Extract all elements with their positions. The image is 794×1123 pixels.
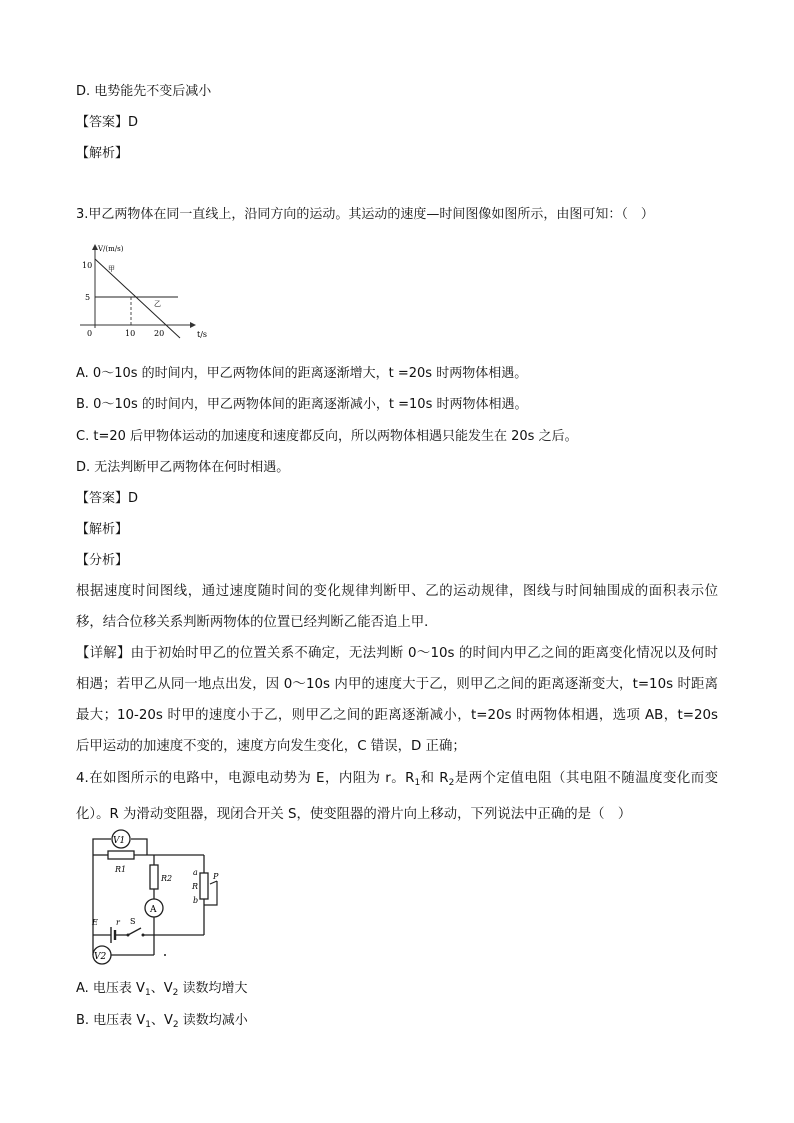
q4-option-b <box>76 1012 248 1034</box>
prev-analysis-label: 【解析】 <box>76 146 129 161</box>
q3-fenxi-label: 【分析】 <box>76 553 129 568</box>
q4-option-a-pre: A. 电压表 V <box>76 981 145 996</box>
q4-option-a <box>76 980 247 1002</box>
q4-stem-part1: 4.在如图所示的电路中，电源电动势为 E，内阻为 r。R <box>76 771 415 786</box>
x-axis-label: t/s <box>197 330 208 339</box>
x-tick-20: 20 <box>154 329 165 338</box>
q3-stem: 3.甲乙两物体在同一直线上，沿同方向的运动。其运动的速度—时间图像如图所示，由图可知：（ ） <box>76 207 654 222</box>
q3-velocity-time-graph <box>70 240 210 340</box>
q4-option-b-post: 读数均减小 <box>178 1013 248 1028</box>
svg-text:S: S <box>130 917 136 926</box>
xiangjie-label: 【详解】 <box>76 646 131 661</box>
q4-option-b-mid: 、V <box>150 1013 173 1028</box>
q4-option-b-pre: B. 电压表 V <box>76 1013 146 1028</box>
svg-text:r: r <box>116 918 120 927</box>
svg-text:V1: V1 <box>113 836 126 846</box>
q3-fenxi-text: 根据速度时间图线，通过速度随时间的变化规律判断甲、乙的运动规律，图线与时间轴围成的面积表示位移，结合位移关系判断两物体的位置已经判断乙能否追上甲． <box>76 584 718 630</box>
q4-stem-and: 和 R <box>420 771 449 786</box>
y-tick-5: 5 <box>85 293 91 302</box>
q4-option-b-sub1: 1 <box>145 1020 151 1030</box>
x-tick-10: 10 <box>125 329 136 338</box>
q4-option-a-sub1: 1 <box>144 988 151 998</box>
svg-text:R: R <box>192 882 199 891</box>
svg-text:E: E <box>92 918 98 927</box>
svg-text:R2: R2 <box>161 874 173 883</box>
switch-s <box>128 928 141 935</box>
q3-option-d: D. 无法判断甲乙两物体在何时相遇。 <box>76 460 290 475</box>
svg-text:V2: V2 <box>94 952 107 962</box>
y-tick-10: 10 <box>82 261 93 270</box>
svg-text:R1: R1 <box>115 865 127 874</box>
q4-stem-part2: 是两个定值电阻（其电阻不随温度变化而变化）。R 为滑动变阻器，现闭合开关 S，使变阻器的滑片向上移动，下列说法中正确的是（ ） <box>76 771 719 822</box>
svg-text:b: b <box>193 896 199 905</box>
q4-stem <box>76 763 718 830</box>
svg-text:a: a <box>193 868 198 877</box>
q4-sub1: 1 <box>414 778 421 788</box>
prev-answer: 【答案】D <box>76 115 139 130</box>
xiangjie-text: 由于初始时甲乙的位置关系不确定，无法判断 0～10s 的时间内甲乙之间的距离变化情况以及何时相遇；若甲乙从同一地点出发，因 0～10s 内甲的速度大于乙，则甲乙之间的距离逐渐变大，t=10s 时距离最大；10-20s 时甲的速度小于乙，则甲乙之间的距离逐渐减小，t=20s 时两物体相遇，选项 AB，t=20s 后甲运动的加速度不变的，速度方向发生变化，C 错误，D 正确； <box>76 646 719 754</box>
q4-option-b-sub2: 2 <box>172 1020 179 1030</box>
yi-label: 乙 <box>154 300 161 308</box>
svg-text:A: A <box>150 905 157 915</box>
q3-option-b: B. 0～10s 的时间内，甲乙两物体间的距离逐渐减小，t =10s 时两物体相遇。 <box>76 397 528 412</box>
svg-text:P: P <box>213 872 219 881</box>
q4-option-a-mid: 、V <box>150 981 173 996</box>
q4-option-a-sub2: 2 <box>172 988 179 998</box>
q4-option-a-post: 读数均增大 <box>178 981 248 996</box>
rheostat-r <box>200 873 208 899</box>
q3-answer: 【答案】D <box>76 491 139 506</box>
prev-option-d: D. 电势能先不变后减小 <box>76 84 212 99</box>
y-axis-label: V/(m/s) <box>98 245 124 253</box>
resistor-r2 <box>150 865 158 889</box>
q4-circuit-diagram <box>75 827 225 967</box>
q3-analysis-label: 【解析】 <box>76 522 129 537</box>
q3-option-a: A. 0～10s 的时间内，甲乙两物体间的距离逐渐增大，t =20s 时两物体相遇。 <box>76 366 528 381</box>
jia-label: 甲 <box>108 265 115 273</box>
q3-option-c: C. t=20 后甲物体运动的加速度和速度都反向，所以两物体相遇只能发生在 20s 之后。 <box>76 429 578 444</box>
q4-sub2: 2 <box>448 778 455 788</box>
resistor-r1 <box>108 851 134 859</box>
q3-xiangjie <box>76 638 718 762</box>
x-tick-0: 0 <box>87 329 93 338</box>
